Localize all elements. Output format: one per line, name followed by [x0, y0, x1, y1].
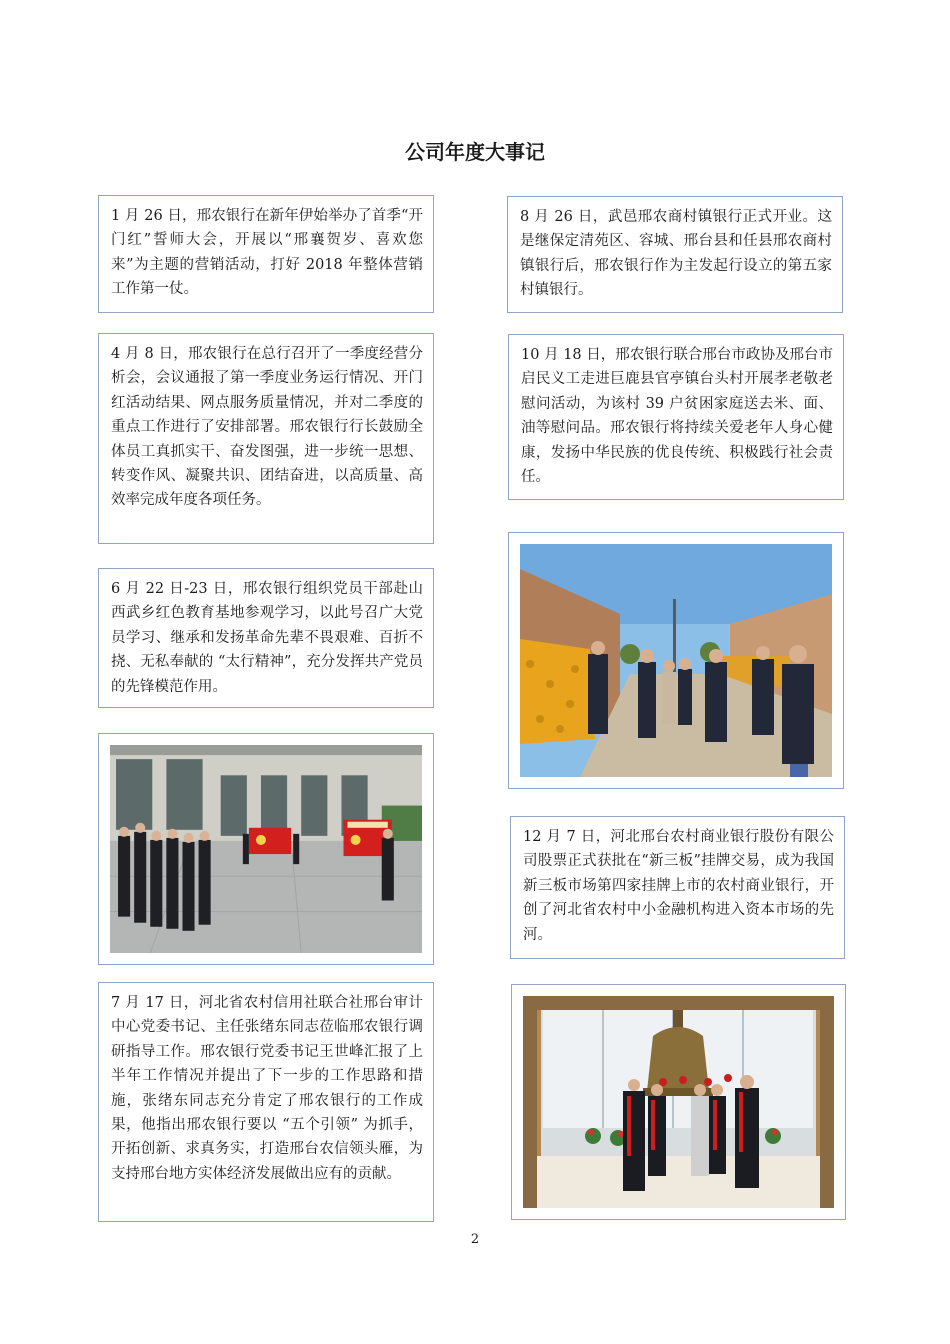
- bell-ringing-photo-image: [523, 996, 834, 1208]
- page-title: 公司年度大事记: [405, 140, 545, 164]
- event-aug26: [507, 196, 843, 313]
- page-number: 2: [470, 1232, 480, 1247]
- photo-red-education-base: [98, 733, 434, 965]
- event-apr8-text: 4 月 8 日，邢农银行在总行召开了一季度经营分析会，会议通报了第一季度业务运行情况、开门红活动结果、网点服务质量情况，并对二季度的重点工作进行了安排部署。邢农银行行长鼓励全体员工真抓实干、奋发图强，进一步统一思想、转变作风、凝聚共识、团结奋进，以高质量、高效率完成年度各项任务。: [111, 346, 423, 509]
- photo-village-visit: [508, 532, 844, 789]
- event-jan26-text: 1 月 26 日，邢农银行在新年伊始举办了首季“开门红”誓师大会，开展以“邢襄贺岁、喜欢您来”为主题的营销活动，打好 2018 年整体营销工作第一仗。: [111, 208, 423, 298]
- event-aug26-text: 8 月 26 日，武邑邢农商村镇银行正式开业。这是继保定清苑区、容城、邢台县和任县邢农商村镇银行后，邢农银行作为主发起行设立的第五家村镇银行。: [520, 209, 832, 299]
- event-jul17: [98, 982, 434, 1222]
- village-visit-photo-image: [520, 544, 832, 777]
- photo-listing-bell: [511, 984, 846, 1220]
- event-apr8: [98, 333, 434, 544]
- event-oct18: [508, 334, 844, 500]
- red-flag-photo-image: [110, 745, 422, 953]
- event-jan26: [98, 195, 434, 313]
- event-jun22: [98, 568, 434, 708]
- event-oct18-text: 10 月 18 日，邢农银行联合邢台市政协及邢台市启民义工走进巨鹿县官亭镇台头村开展孝老敬老慰问活动，为该村 39 户贫困家庭送去米、面、油等慰问品。邢农银行将持续关爱老年人身心健康，发扬中华民族的优良传统、积极践行社会责任。: [521, 347, 833, 486]
- event-dec7: [510, 816, 845, 959]
- event-jun22-text: 6 月 22 日-23 日，邢农银行组织党员干部赴山西武乡红色教育基地参观学习，以此号召广大党员学习、继承和发扬革命先辈不畏艰难、百折不挠、无私奉献的 “太行精神”，充分发挥共产党员的先锋模范作用。: [111, 581, 423, 695]
- event-dec7-text: 12 月 7 日，河北邢台农村商业银行股份有限公司股票正式获批在“新三板”挂牌交易，成为我国新三板市场第四家挂牌上市的农村商业银行，开创了河北省农村中小金融机构进入资本市场的先河。: [523, 829, 834, 943]
- event-jul17-text: 7 月 17 日，河北省农村信用社联合社邢台审计中心党委书记、主任张绪东同志莅临邢农银行调研指导工作。邢农银行党委书记王世峰汇报了上半年工作情况并提出了下一步的工作思路和措施，张绪东同志充分肯定了邢农银行的工作成果，他指出邢农银行要以 “五个引领” 为抓手，开拓创新、求真务实，打造邢台农信领头雁，为支持邢台地方实体经济发展做出应有的贡献。: [111, 995, 423, 1182]
